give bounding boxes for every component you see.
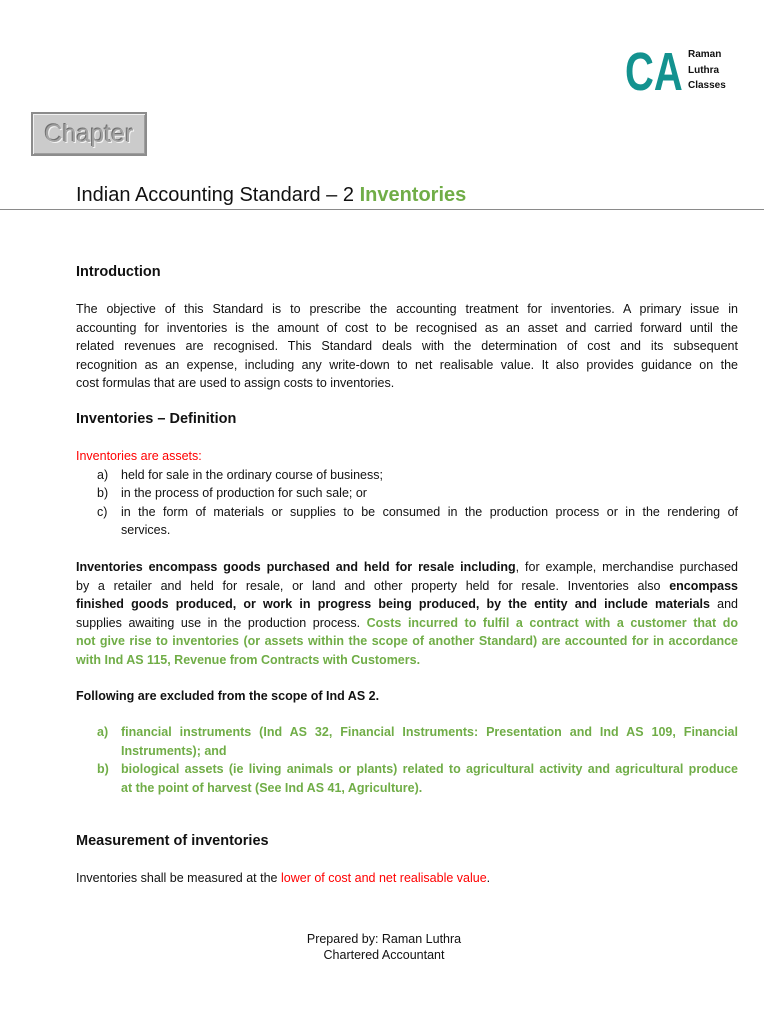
list-item-text: biological assets (ie living animals or plants) related to agricultural activity and agricultural produce	[121, 762, 738, 776]
introduction-paragraph	[76, 300, 738, 393]
paragraph-line	[76, 595, 738, 614]
highlight-text: with Ind AS 115, Revenue from Contracts with Customers.	[76, 652, 421, 667]
plain-text: , for example, merchandise purchased	[515, 560, 738, 574]
emphasis-text: finished goods produced, or work in progress being produced, by the entity and include materials	[76, 597, 710, 611]
measurement-paragraph	[76, 869, 738, 888]
plain-text: by a retailer and held for resale, or land and other property held for resale. Inventories also	[76, 578, 670, 593]
list-marker: a)	[97, 725, 109, 739]
title-divider	[0, 209, 764, 210]
list-item	[76, 484, 738, 503]
list-item	[76, 503, 738, 540]
paragraph-line: cost formulas that are used to assign costs to inventories.	[76, 376, 395, 390]
definition-heading: Inventories – Definition	[76, 411, 237, 427]
paragraph-line	[76, 651, 738, 670]
paragraph-line	[76, 577, 738, 596]
list-item-text: Instruments); and	[121, 743, 227, 758]
logo-name-line: Luthra	[688, 64, 720, 76]
logo-mark: CA	[625, 42, 683, 102]
logo-name-line: Raman	[688, 49, 722, 60]
emphasis-text: Inventories encompass goods purchased and held for resale including	[76, 560, 516, 574]
list-item-text: in the process of production for such sale; or	[121, 486, 367, 500]
list-item-text: at the point of harvest (See Ind AS 41, Agriculture).	[121, 780, 423, 795]
list-marker: c)	[97, 504, 108, 519]
paragraph-line: accounting for inventories is the amount of cost to be recognised as an asset and carried forward until the	[76, 320, 738, 335]
author-designation: Chartered Accountant	[323, 948, 445, 962]
highlight-text: not give rise to inventories (or assets within the scope of another Standard) are accounted for in accordance	[76, 634, 738, 648]
plain-text: .	[486, 871, 491, 885]
plain-text: Inventories shall be measured at the	[76, 871, 281, 885]
list-item-text: services.	[121, 523, 171, 537]
paragraph-line: related revenues are recognised. This Standard deals with the determination of cost and its subsequent	[76, 339, 738, 353]
paragraph-line: The objective of this Standard is to prescribe the accounting treatment for inventories. A primary issue in	[76, 302, 738, 316]
list-item	[76, 760, 738, 797]
list-item-text: in the form of materials or supplies to be consumed in the production process or in the rendering of	[121, 504, 738, 519]
list-item	[76, 466, 738, 485]
page-footer	[0, 931, 768, 963]
prepared-by: Prepared by: Raman Luthra	[306, 932, 462, 946]
plain-text: and	[709, 597, 738, 611]
chapter-badge	[31, 112, 147, 156]
list-item-text: held for sale in the ordinary course of business;	[121, 467, 383, 482]
measurement-heading: Measurement of inventories	[76, 833, 269, 849]
exclusions-list	[76, 723, 738, 797]
paragraph-line	[76, 869, 738, 888]
list-item-text: financial instruments (Ind AS 32, Financial Instruments: Presentation and Ind AS 109, Financial	[121, 725, 738, 739]
paragraph-line	[76, 614, 738, 633]
logo-name	[688, 47, 726, 94]
list-item	[76, 723, 738, 760]
list-marker: b)	[97, 486, 109, 500]
list-marker: a)	[97, 467, 109, 482]
chapter-label: Chapter	[44, 120, 134, 148]
list-marker: b)	[97, 762, 109, 776]
paragraph-line	[76, 558, 738, 577]
title-prefix: Indian Accounting Standard – 2	[76, 184, 354, 206]
plain-text: supplies awaiting use in the production process.	[76, 615, 367, 630]
scope-paragraph	[76, 558, 738, 669]
definition-lead: Inventories are assets:	[76, 449, 202, 463]
emphasis-text: encompass	[669, 578, 738, 593]
introduction-heading: Introduction	[76, 264, 161, 280]
logo-name-line: Classes	[688, 80, 726, 91]
document-title	[76, 182, 466, 208]
definition-list	[76, 447, 738, 540]
exclusions-heading: Following are excluded from the scope of Ind AS 2.	[76, 689, 380, 703]
highlight-text: Costs incurred to fulfil a contract with a customer that do	[366, 615, 738, 630]
paragraph-line: recognition as an expense, including any write-down to net realisable value. It also provides guidance on the	[76, 357, 738, 372]
title-subject: Inventories	[359, 184, 467, 206]
paragraph-line	[76, 632, 738, 651]
highlight-text: lower of cost and net realisable value	[280, 871, 487, 885]
